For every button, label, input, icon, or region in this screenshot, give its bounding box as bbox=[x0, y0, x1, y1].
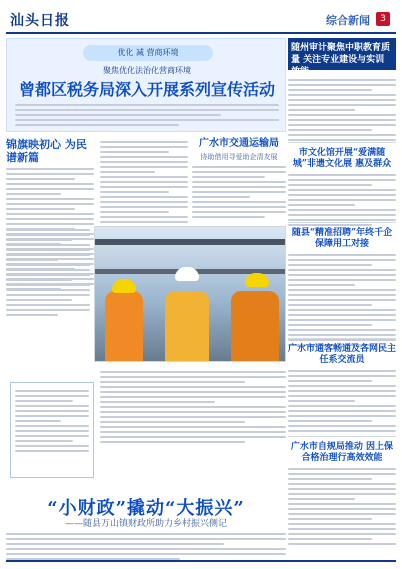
photo-worker bbox=[165, 291, 209, 361]
divider bbox=[288, 142, 396, 143]
bottom-story-body bbox=[6, 530, 286, 563]
story-4-right bbox=[100, 368, 286, 446]
right-story-2 bbox=[288, 148, 396, 229]
story-3-subtitle: 协助借用寻爱助企清友展 bbox=[200, 153, 278, 161]
right-story-2-title: 市文化馆开展“爱满随城”非遗文化展 惠及群众 bbox=[292, 148, 392, 169]
divider bbox=[288, 436, 396, 437]
masthead bbox=[6, 4, 396, 34]
story-3 bbox=[192, 138, 286, 221]
sidebar-box bbox=[10, 382, 94, 478]
right-story-3 bbox=[288, 228, 396, 349]
right-story-5 bbox=[288, 442, 396, 548]
right-top-headline: 随州审计聚焦中职教育质量 关注专业建设与实训效能 bbox=[288, 38, 396, 70]
newspaper-logo: 汕头日报 bbox=[10, 13, 70, 29]
right-story-1 bbox=[288, 76, 396, 144]
divider bbox=[288, 222, 396, 223]
photo-helmet bbox=[112, 279, 136, 293]
right-story-3-title: 随县“精准招聘”年终千企 保障用工对接 bbox=[291, 228, 393, 249]
photo-steel-beam bbox=[95, 239, 286, 245]
lead-story-banner bbox=[6, 38, 286, 132]
right-story-4 bbox=[288, 344, 396, 435]
story-2-title: 锦旗映初心 为民谱新篇 bbox=[6, 138, 87, 164]
bottom-story-title: “小财政”撬动“大振兴” bbox=[47, 498, 245, 519]
bottom-story-subtitle: ——随县万山镇财政所助力乡村振兴侧记 bbox=[64, 519, 227, 529]
story-4-left bbox=[6, 226, 90, 319]
main-news-area bbox=[6, 38, 286, 528]
lead-story-body bbox=[15, 101, 279, 129]
construction-workers-photo bbox=[94, 226, 286, 362]
photo-helmet bbox=[175, 267, 199, 281]
divider bbox=[288, 338, 396, 339]
photo-helmet bbox=[245, 273, 269, 287]
story-3-title: 广水市交通运输局 bbox=[199, 138, 279, 149]
right-column bbox=[288, 38, 396, 563]
lead-story-title: 曾都区税务局深入开展系列宣传活动 bbox=[18, 80, 275, 99]
section-title: 综合新闻 bbox=[326, 14, 370, 27]
photo-worker bbox=[231, 291, 279, 361]
right-story-4-title: 广水市通客畅通及各网民主任系交流员 bbox=[288, 344, 397, 365]
photo-worker bbox=[105, 291, 143, 361]
page-number-badge: 3 bbox=[376, 12, 390, 26]
banner-ribbon: 优化 减 营商环境 bbox=[83, 45, 213, 61]
right-story-5-title: 广水市自规局推动 因上保合格治理行高效效能 bbox=[290, 442, 394, 463]
footer-rule bbox=[6, 560, 396, 562]
banner-kicker: 聚焦优化法治化营商环境 bbox=[103, 66, 191, 75]
masthead-rule bbox=[6, 32, 396, 34]
